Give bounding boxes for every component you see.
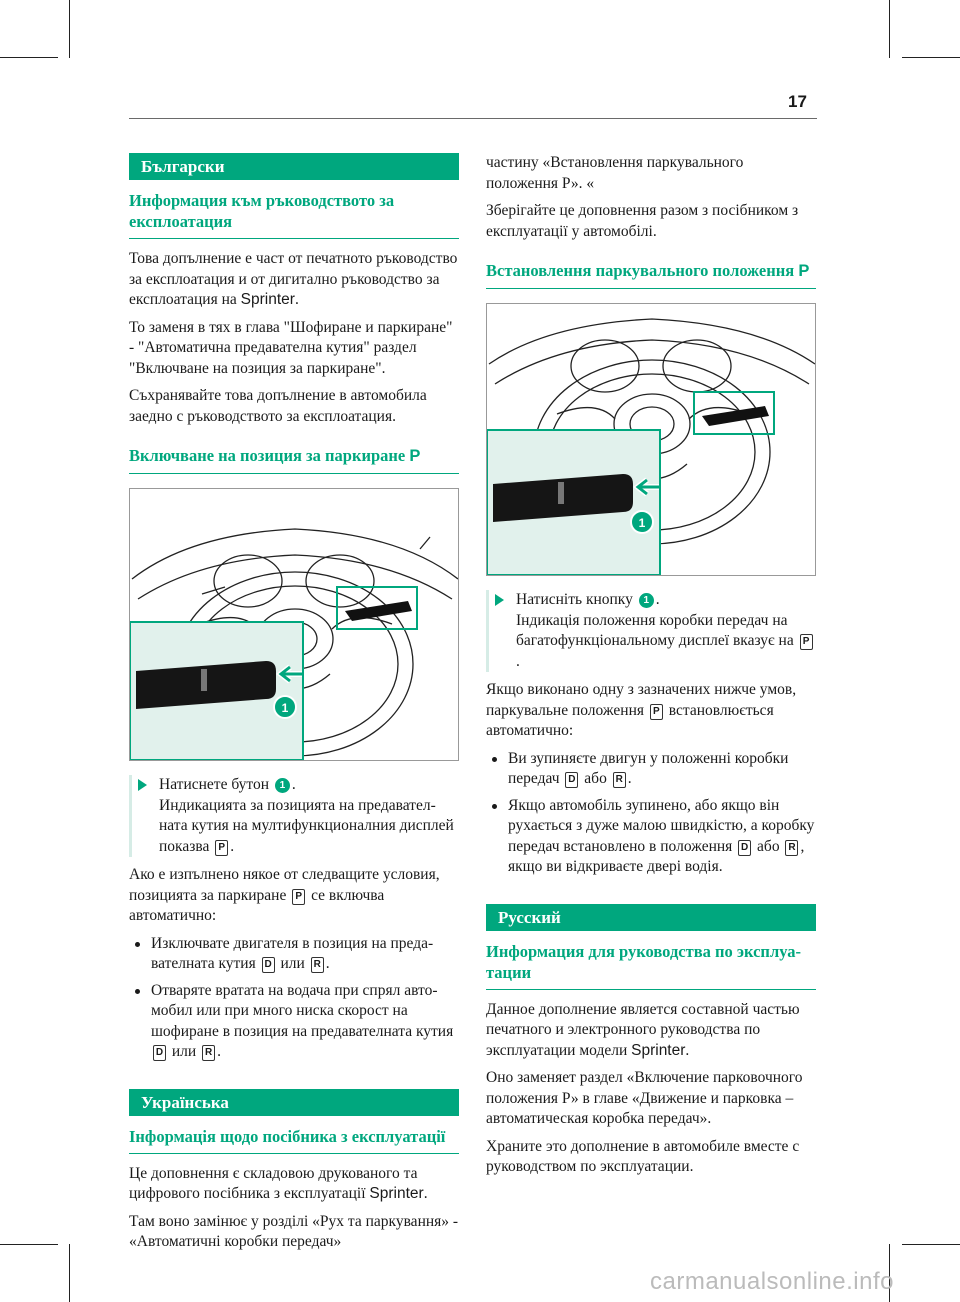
heading-bg: Информация към ръководството за експлоатация — [129, 190, 459, 239]
callout-1: 1 — [638, 516, 646, 530]
step-instruction-uk — [486, 590, 816, 672]
uk-intro-2-start: Там воно замінює у розділі «Рух та паркування» - «Автоматичні коробки передач» — [129, 1212, 459, 1250]
language-bar-ru: Русский — [486, 904, 816, 931]
steering-wheel-illustration — [487, 304, 816, 575]
step-text-uk: Натисніть кнопку 1 . Індикація положення коробки передач на багатофункціональному дисплеї вказує на P. — [516, 590, 816, 672]
uk-condition: Якщо виконано одну з зазначених нижче умов, паркувальне положення P встановлюється автоматично: — [486, 681, 797, 739]
ru-intro-3: Храните это дополнение в автомобиле вместе с руководством по эксплуатации. — [486, 1137, 800, 1175]
section-title-letter: P — [409, 447, 421, 465]
left-column — [129, 153, 459, 1260]
list-item: Отваряте вратата на водача при спрял автомобил или при много ниска скорост на шофиране в позиция на предавателната кутия D или R . — [129, 981, 459, 1063]
ru-intro-2: Оно заменяет раздел «Включение парковочного положения Р» в главе «Движение и парковка – автоматическая коробка передач». — [486, 1069, 803, 1127]
steering-wheel-illustration — [130, 489, 459, 760]
heading-ru: Информация для руководства по эксплуатации — [486, 941, 816, 990]
bg-bullet-list — [129, 934, 459, 1063]
heading-uk: Інформація щодо посібника з експлуатації — [129, 1126, 459, 1154]
right-column — [486, 153, 816, 1185]
section-title-bg — [129, 445, 459, 474]
bg-intro-1: Това допълнение е част от печатното ръководство за експлоатация и от дигитално ръководство за експлоатация на Sprinter. — [129, 250, 458, 308]
step-arrow-icon — [138, 779, 147, 791]
steering-figure-uk — [486, 303, 816, 576]
crop-mark — [69, 1244, 70, 1302]
section-uk — [129, 1089, 459, 1253]
crop-mark — [902, 1244, 960, 1245]
crop-mark — [889, 0, 890, 58]
list-item: Ви зупиняєте двигун у положенні коробки передач D або R . — [486, 749, 816, 790]
language-bar-uk: Українська — [129, 1089, 459, 1116]
step-arrow-icon — [495, 594, 504, 606]
header-rule — [129, 118, 817, 119]
crop-mark — [69, 0, 70, 58]
list-item: Изключвате двигателя в позиция на предавателната кутия D или R . — [129, 934, 459, 975]
uk-bullet-list — [486, 749, 816, 878]
crop-mark — [0, 57, 58, 58]
bg-condition: Ако е изпълнено някое от следващите условия, позицията за паркиране P се включва автоматично: — [129, 866, 440, 924]
uk-intro-3: Зберігайте це доповнення разом з посібником з експлуатації у автомобілі. — [486, 202, 799, 240]
language-bar-bg: Български — [129, 153, 459, 180]
section-title-uk — [486, 260, 816, 289]
uk-intro-1: Це доповнення є складовою друкованого та цифрового посібника з експлуатації Sprinter. — [129, 1164, 428, 1202]
step-instruction-bg — [129, 775, 459, 857]
list-item: Якщо автомобіль зупинено, або якщо він рухається з дуже малою швидкістю, а коробку передач встановлено в положення D або R , якщо ви відкриваєте двері водія. — [486, 796, 816, 878]
steering-figure-bg — [129, 488, 459, 761]
section-title-letter: P — [798, 262, 810, 280]
section-title-text: Включване на позиция за паркиране — [129, 446, 406, 465]
ru-intro-1: Данное дополнение является составной частью печатного и электронного руководства по эксплуатации модели Sprinter. — [486, 1000, 800, 1059]
watermark: carmanualsonline.info — [650, 1268, 894, 1295]
crop-mark — [0, 1244, 58, 1245]
bg-intro-3: Съхранявайте това допълнение в автомобила заедно с ръководството за експлоатация. — [129, 387, 427, 425]
uk-intro-2-end: частину «Встановлення паркувального положення Р». « — [486, 154, 744, 192]
page-number: 17 — [788, 92, 807, 111]
section-title-text: Встановлення паркувального положення — [486, 261, 795, 280]
bg-intro-2: То заменя в тях в глава "Шофиране и паркиране" - "Автоматична предавателна кутия" раздел "Включване на позиция за паркиране". — [129, 318, 453, 377]
crop-mark — [902, 57, 960, 58]
callout-1: 1 — [281, 701, 289, 715]
section-ru — [486, 904, 816, 1178]
step-text-bg: Натиснете бутон 1 . Индикацията за позицията на предавателната кутия на мултифункционалния дисплей показва P . — [159, 776, 454, 855]
